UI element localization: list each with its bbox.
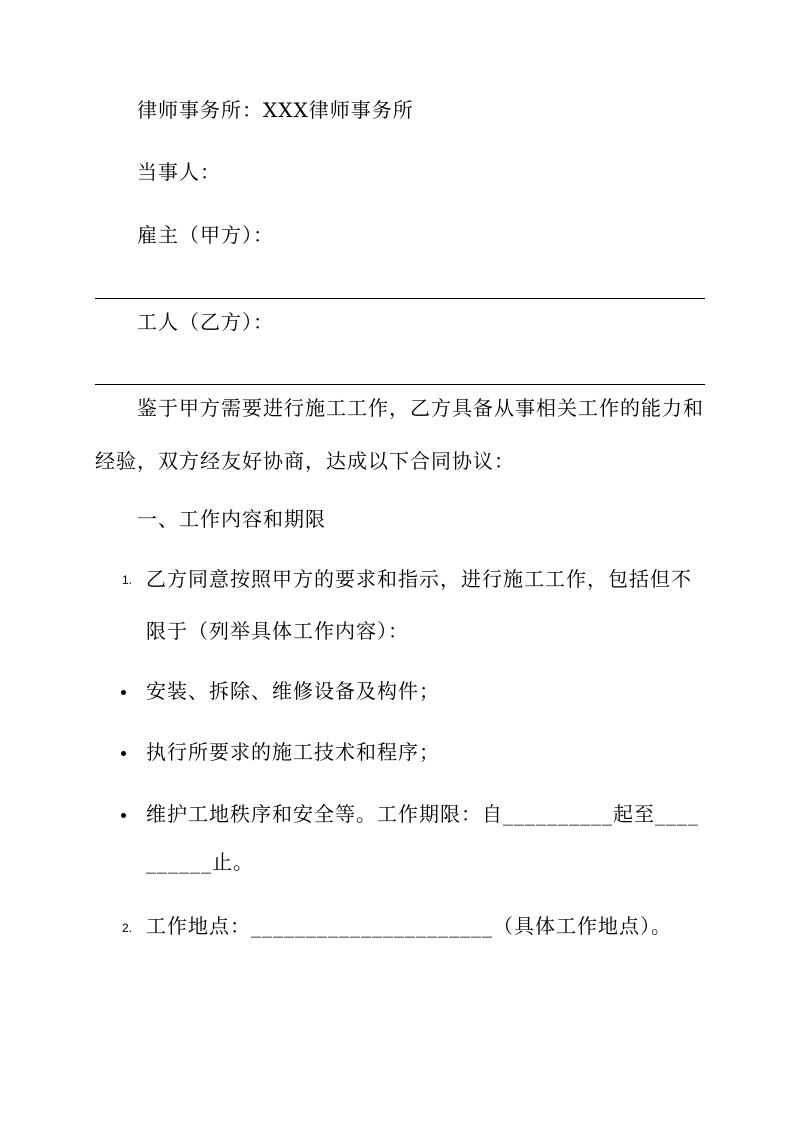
preamble-line-1: 鉴于甲方需要进行施工工作，乙方具备从事相关工作的能力和 [137,396,704,420]
item-2-text: 工作地点：______________________（具体工作地点）。 [146,914,672,938]
bullet-dot-1 [121,690,126,695]
parties-label: 当事人： [137,160,221,184]
worker-label: 工人（乙方）： [137,310,274,334]
bullet-item-1: 安装、拆除、维修设备及构件； [146,679,440,703]
bullet-item-3: 维护工地秩序和安全等。工作期限：自__________起至____ [146,802,699,826]
bullet-dot-2 [121,751,126,756]
item-1-line-2: 限于（列举具体工作内容）： [146,619,409,643]
bullet-dot-3 [121,813,126,818]
bullet-item-2: 执行所要求的施工技术和程序； [146,740,440,764]
item-number-2: 2. [122,921,133,935]
bullet-item-3-continuation: ______止。 [146,850,254,874]
employer-label: 雇主（甲方）： [137,223,274,247]
preamble-line-2: 经验，双方经友好协商，达成以下合同协议： [95,449,515,473]
section-heading: 一、工作内容和期限 [137,507,326,531]
worker-signature-line [95,384,705,385]
item-number-1: 1. [122,573,133,587]
employer-signature-line [95,298,705,299]
item-1-line-1: 乙方同意按照甲方的要求和指示，进行施工工作，包括但不 [146,567,692,591]
law-firm-line: 律师事务所：XXX律师事务所 [137,98,414,122]
